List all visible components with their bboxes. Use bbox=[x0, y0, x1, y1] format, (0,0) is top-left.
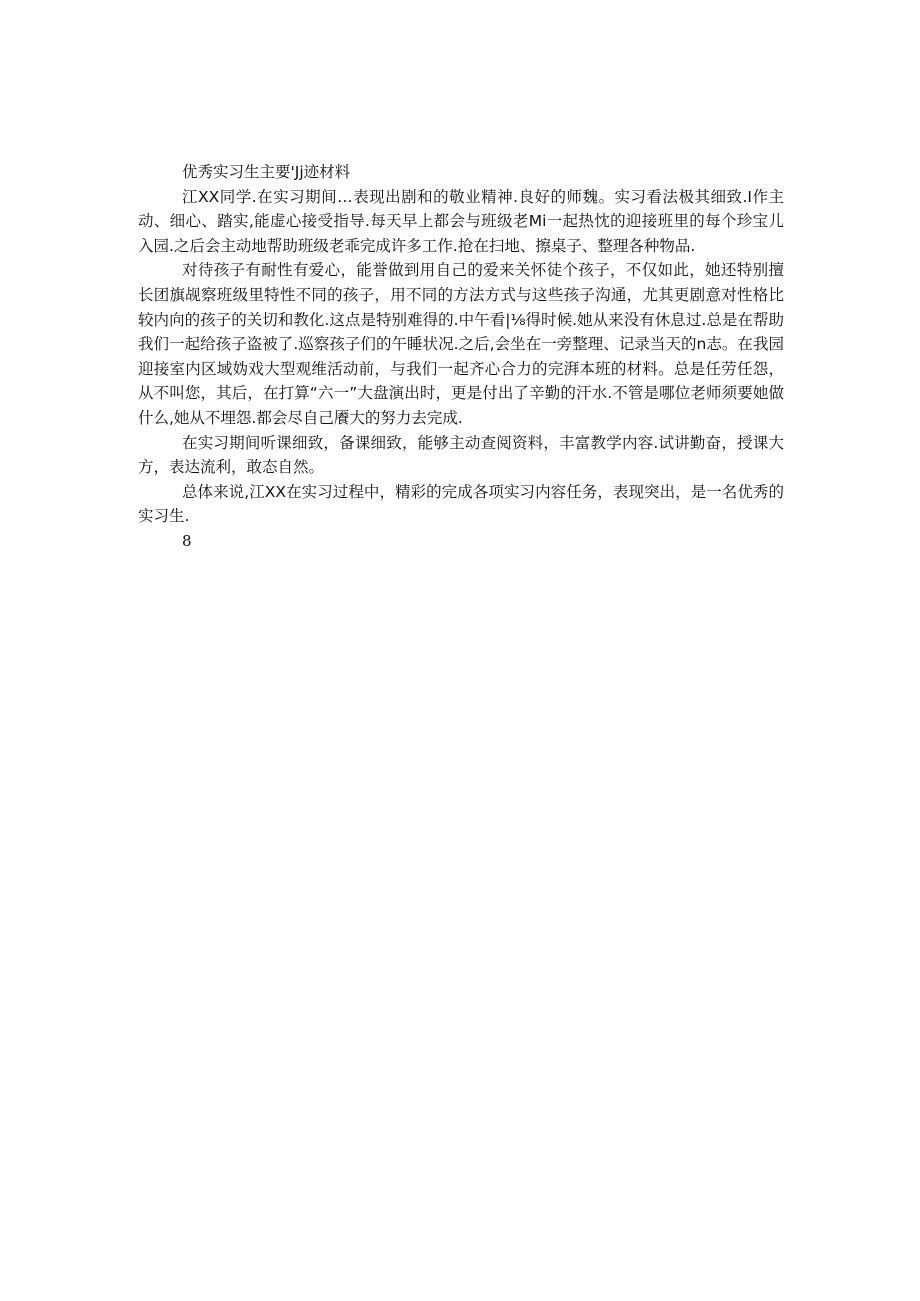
document-title: 优秀实习生主要'Jj迹材料 bbox=[182, 163, 351, 181]
paragraph-teaching-skills: 在实习期间听课细致，备课细致，能够主动查阅资料，丰富教学内容.试讲勤奋，授课大方，表达流利，敢态自然。 bbox=[138, 433, 784, 477]
paragraph-intern-performance: 江XX同学.在实习期间…表现出剧和的敬业精神.良好的师魏。实习看法极其细致.I作主动、细心、踏实,能虚心接受指导.每天早上都会与班级老Mi一起热忱的迎接班里的每个珍宝儿入园.之后会主动地帮助班级老乖完成许多工作.抢在扫地、擦桌子、整理各种物品. bbox=[138, 187, 784, 255]
document-body bbox=[138, 160, 784, 554]
paragraph-summary: 总体来说,江XX在实习过程中，精彩的完成各项实习内容任务，表现突出，是一名优秀的实习生. bbox=[138, 482, 784, 526]
page-number: 8 bbox=[182, 531, 192, 550]
paragraph-care-for-children: 对待孩子有耐性有爱心，能誉做到用自己的爱来关怀徒个孩子，不仅如此，她还特别擅长团旗觇察班级里特性不同的孩子，用不同的方法方式与这些孩子沟通，尤其更剧意对性格比较内向的孩子的关切和教化.这点是特别难得的.中午看|⅛得时候.她从来没有休息过.总是在帮助我们一起给孩子盗被了.巡察孩子们的午睡状况.之后,会坐在一旁整理、记录当天的n志。在我园迎接室内区域妫戏大型观维活动前，与我们一起齐心合力的完湃本班的材料。总是任劳任怨，从不叫您，其后，在打算“六一”大盘演出时，更是付出了辛勤的汗水.不管是哪位老师须要她做什么,她从不埋怨.都会尽自己餍大的努力去完成. bbox=[138, 261, 784, 427]
